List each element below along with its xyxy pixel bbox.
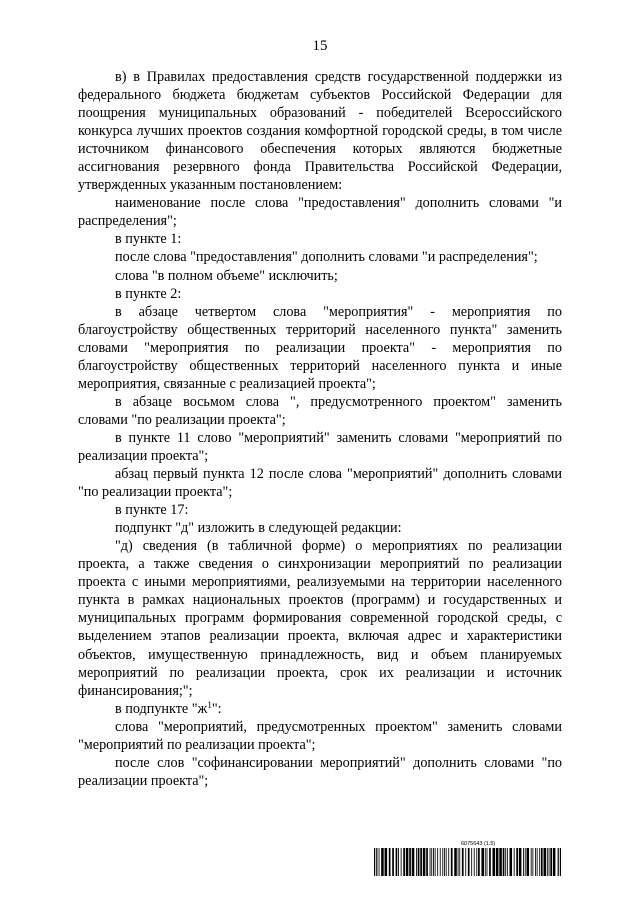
- barcode-bar: [389, 848, 391, 876]
- barcode-bar: [406, 848, 409, 876]
- barcode-bar: [532, 848, 533, 876]
- barcode-bar: [516, 848, 518, 876]
- paragraph: в пункте 17:: [115, 502, 189, 519]
- barcode-bar: [468, 848, 470, 876]
- paragraph: "д) сведения (в табличной форме) о мероприятиях по реализации проекта, а также сведения о синхронизации мероприятий по реализации проекта с иными мероприятиями, реализуемыми на территории населенного пункта в рамках национальных проектов (программ) и государственных и муниципальных программ формирования современной городской среды, с выделением этапов реализации проекта, включая адрес и характеристики объектов, имущественную принадлежность, вид и объем планируемых мероприятий по реализации проекта, срок их реализации и источник финансирования;";: [78, 538, 562, 699]
- barcode-bar: [489, 848, 491, 876]
- barcode-bar: [418, 848, 420, 876]
- document-code: 6075643 (1.5): [461, 841, 496, 847]
- barcode-bar: [527, 848, 530, 876]
- barcode-bar: [376, 848, 377, 876]
- barcode-bar: [396, 848, 398, 876]
- paragraph: в абзаце четвертом слова "мероприятия" - мероприятия по благоустройству общественных территорий населенного пункта" заменить словами "мероприятия по реализации проекта" - мероприятия по благоустройству общественных территорий населенного пункта и иные мероприятия, связанные с реализацией проекта";: [78, 303, 562, 392]
- barcode-bar: [459, 848, 460, 876]
- barcode-bar: [478, 848, 480, 876]
- barcode-bar: [409, 848, 411, 876]
- barcode-bar: [523, 848, 524, 876]
- barcode-bar: [465, 848, 466, 876]
- barcode-bar: [531, 848, 532, 876]
- barcode-bar: [430, 848, 431, 876]
- barcode-bar: [392, 848, 394, 876]
- barcode-bar: [485, 848, 486, 876]
- subpoint-text-end: ":: [211, 700, 222, 717]
- barcode-bar: [431, 848, 432, 876]
- barcode-bar: [435, 848, 436, 876]
- barcode-bar: [416, 848, 417, 876]
- barcode-bar: [558, 848, 559, 876]
- barcode-bar: [505, 848, 506, 876]
- barcode-bar: [401, 848, 402, 876]
- barcode-bar: [519, 848, 522, 876]
- barcode-bar: [420, 848, 422, 876]
- barcode-bar: [437, 848, 438, 876]
- barcode-bar: [481, 848, 484, 876]
- barcode-bar: [549, 848, 550, 876]
- page-number: 15: [312, 38, 328, 54]
- barcode-bar: [537, 848, 538, 876]
- barcode-bar: [440, 848, 441, 876]
- barcode-bar: [514, 848, 515, 876]
- barcode-bar: [496, 848, 499, 876]
- paragraph: после слов "софинансировании мероприятий" дополнить словами "по реализации проекта";: [78, 754, 562, 789]
- barcode-bar: [446, 848, 447, 876]
- paragraph: в) в Правилах предоставления средств государственной поддержки из федерального бюджета бюджетам субъектов Российской Федерации для поощрения муниципальных образований - победителей Всероссийского конкурса лучших проектов создания комфортной городской среды, в том числе источником финансового обеспечения которых являются бюджетные ассигнования резервного фонда Правительства Российской Федерации, утвержденных указанным постановлением:: [78, 69, 562, 194]
- paragraph-subpoint: [78, 700, 562, 718]
- barcode-bar: [451, 848, 453, 876]
- barcode-bar: [454, 848, 457, 876]
- barcode-bar: [474, 848, 475, 876]
- paragraph: в пункте 11 слово "мероприятий" заменить словами "мероприятий по реализации проекта";: [78, 429, 562, 464]
- barcode: [374, 848, 561, 876]
- barcode-bar: [444, 848, 445, 876]
- barcode-bar: [510, 848, 513, 876]
- barcode-bar: [493, 848, 496, 876]
- subpoint-superscript: 1: [207, 699, 212, 710]
- paragraph: наименование после слова "предоставления" дополнить словами "и распределения";: [78, 195, 562, 230]
- paragraph: в абзаце восьмом слова ", предусмотренного проектом" заменить словами "по реализации проекта";: [78, 393, 562, 428]
- paragraph: подпункт "д" изложить в следующей редакции:: [115, 520, 402, 537]
- barcode-bar: [462, 848, 464, 876]
- barcode-bar: [550, 848, 552, 876]
- barcode-bar: [541, 848, 543, 876]
- document-body: [78, 68, 562, 790]
- paragraph: в пункте 2:: [115, 285, 182, 302]
- paragraph: после слова "предоставления" дополнить словами "и распределения";: [115, 249, 538, 266]
- barcode-bar: [426, 848, 428, 876]
- paragraph: слова "в полном объеме" исключить;: [115, 267, 338, 284]
- subpoint-text: в подпункте "ж: [115, 700, 208, 717]
- barcode-bar: [403, 848, 405, 876]
- paragraph: в пункте 1:: [115, 231, 182, 248]
- barcode-bar: [458, 848, 459, 876]
- barcode-bar: [433, 848, 434, 876]
- barcode-bar: [547, 848, 548, 876]
- barcode-bar: [379, 848, 380, 876]
- barcode-bar: [476, 848, 477, 876]
- barcode-bar: [487, 848, 488, 876]
- barcode-bar: [560, 848, 561, 876]
- barcode-bar: [374, 848, 375, 876]
- barcode-bar: [525, 848, 526, 876]
- barcode-bar: [544, 848, 547, 876]
- barcode-bar: [535, 848, 536, 876]
- barcode-bar: [448, 848, 449, 876]
- barcode-bar: [412, 848, 415, 876]
- paragraph: абзац первый пункта 12 после слова "мероприятий" дополнить словами "по реализации проекта";: [78, 466, 562, 501]
- barcode-bar: [471, 848, 472, 876]
- barcode-bar: [398, 848, 399, 876]
- barcode-bar: [499, 848, 502, 876]
- barcode-bar: [539, 848, 540, 876]
- barcode-bar: [553, 848, 556, 876]
- barcode-bar: [442, 848, 443, 876]
- barcode-bar: [507, 848, 508, 876]
- barcode-bar: [503, 848, 505, 876]
- paragraph: слова "мероприятий, предусмотренных проектом" заменить словами "мероприятий по реализации проекта";: [78, 718, 562, 753]
- barcode-bar: [423, 848, 426, 876]
- barcode-bar: [381, 848, 384, 876]
- barcode-bar: [385, 848, 388, 876]
